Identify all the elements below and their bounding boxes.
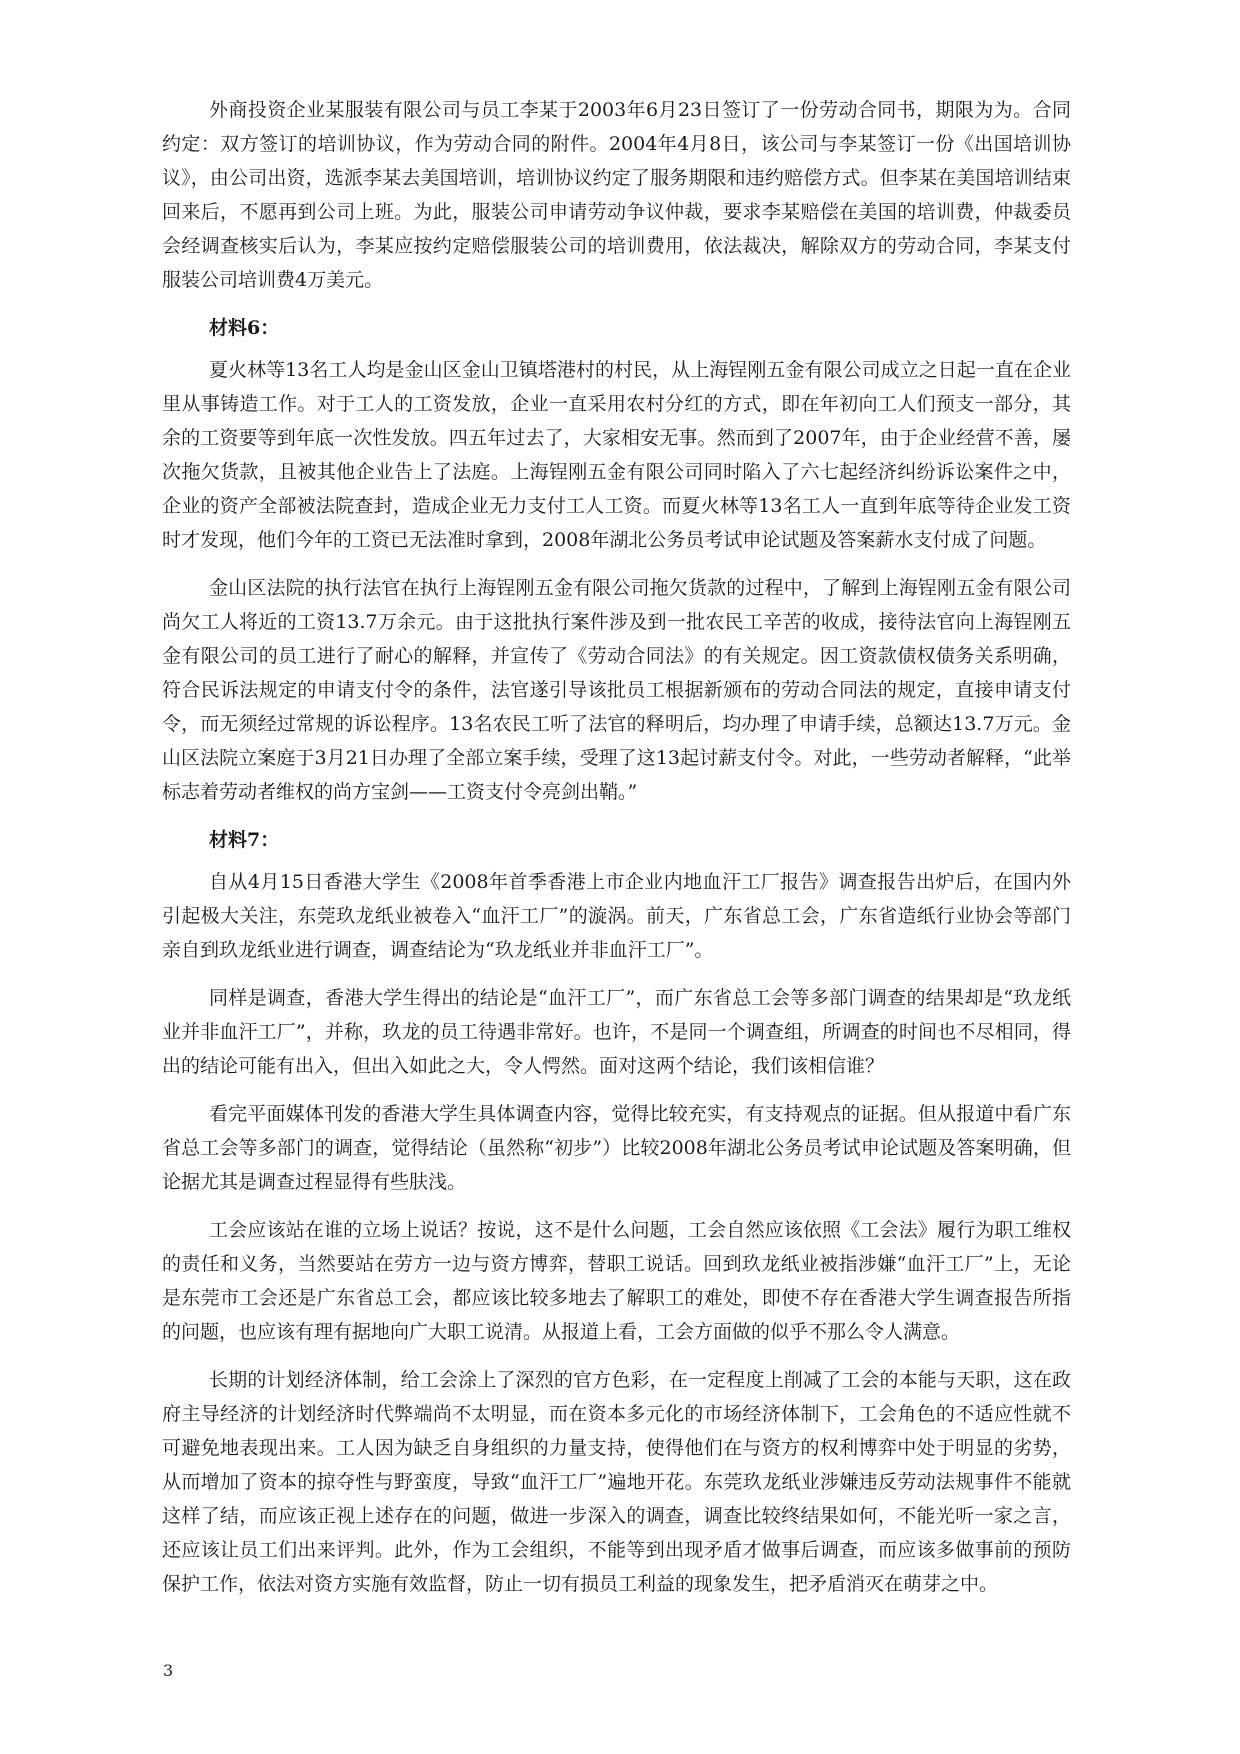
intro-paragraph: 外商投资企业某服装有限公司与员工李某于2003年6月23日签订了一份劳动合同书，期限为为。合同约定：双方签订的培训协议，作为劳动合同的附件。2004年4月8日，该公司与李某签订一份《出国培训协议》，由公司出资，选派李某去美国培训，培训协议约定了服务期限和违约赔偿方式。但李某在美国培训结束回来后，不愿再到公司上班。为此，服装公司申请劳动争议仲裁，要求李某赔偿在美国的培训费，仲裁委员会经调查核实后认为，李某应按约定赔偿服装公司的培训费用，依法裁决，解除双方的劳动合同，李某支付服装公司培训费4万美元。 [162,99,1071,291]
material-7-paragraph-2: 同样是调查，香港大学生得出的结论是“血汗工厂”，而广东省总工会等多部门调查的结果却是“玖龙纸业并非血汗工厂”，并称，玖龙的员工待遇非常好。也许，不是同一个调查组，所调查的时间也不尽相同，得出的结论可能有出入，但出入如此之大，令人愕然。面对这两个结论，我们该相信谁？ [162,987,1071,1077]
document-page [162,93,1071,1615]
material-7-paragraph-1: 自从4月15日香港大学生《2008年首季香港上市企业内地血汗工厂报告》调查报告出炉后，在国内外引起极大关注，东莞玖龙纸业被卷入“血汗工厂”的漩涡。前天，广东省总工会，广东省造纸行业协会等部门亲自到玖龙纸业进行调查，调查结论为“玖龙纸业并非血汗工厂”。 [162,871,1071,961]
page-number: 3 [163,1661,174,1680]
material-7-paragraph-4: 工会应该站在谁的立场上说话？按说，这不是什么问题，工会自然应该依照《工会法》履行为职工维权的责任和义务，当然要站在劳方一边与资方博弈，替职工说话。回到玖龙纸业被指涉嫌“血汗工厂”上，无论是东莞市工会还是广东省总工会，都应该比较多地去了解职工的难处，即使不存在香港大学生调查报告所指的问题，也应该有理有据地向广大职工说清。从报道上看，工会方面做的似乎不那么令人满意。 [162,1219,1071,1343]
material-7-heading: 材料7： [209,829,280,851]
material-7-paragraph-3: 看完平面媒体刊发的香港大学生具体调查内容，觉得比较充实，有支持观点的证据。但从报道中看广东省总工会等多部门的调查，觉得结论（虽然称“初步”）比较2008年湖北公务员考试申论试题及答案明确，但论据尤其是调查过程显得有些肤浅。 [162,1103,1071,1193]
material-6-paragraph-2: 金山区法院的执行法官在执行上海锃刚五金有限公司拖欠货款的过程中，了解到上海锃刚五金有限公司尚欠工人将近的工资13.7万余元。由于这批执行案件涉及到一批农民工辛苦的收成，接待法官向上海锃刚五金有限公司的员工进行了耐心的解释，并宣传了《劳动合同法》的有关规定。因工资款债权债务关系明确，符合民诉法规定的申请支付令的条件，法官遂引导该批员工根据新颁布的劳动合同法的规定，直接申请支付令，而无须经过常规的诉讼程序。13名农民工听了法官的释明后，均办理了申请手续，总额达13.7万元。金山区法院立案庭于3月21日办理了全部立案手续，受理了这13起讨薪支付令。对此，一些劳动者解释，“此举标志着劳动者维权的尚方宝剑——工资支付令亮剑出鞘。” [162,577,1071,803]
material-6-paragraph-1: 夏火林等13名工人均是金山区金山卫镇塔港村的村民，从上海锃刚五金有限公司成立之日起一直在企业里从事铸造工作。对于工人的工资发放，企业一直采用农村分红的方式，即在年初向工人们预支一部分，其余的工资要等到年底一次性发放。四五年过去了，大家相安无事。然而到了2007年，由于企业经营不善，屡次拖欠货款，且被其他企业告上了法庭。上海锃刚五金有限公司同时陷入了六七起经济纠纷诉讼案件之中，企业的资产全部被法院查封，造成企业无力支付工人工资。而夏火林等13名工人一直到年底等待企业发工资时才发现，他们今年的工资已无法准时拿到，2008年湖北公务员考试申论试题及答案薪水支付成了问题。 [162,359,1071,551]
material-6-heading: 材料6： [209,317,280,339]
material-7-paragraph-5: 长期的计划经济体制，给工会涂上了深烈的官方色彩，在一定程度上削减了工会的本能与天职，这在政府主导经济的计划经济时代弊端尚不太明显，而在资本多元化的市场经济体制下，工会角色的不适应性就不可避免地表现出来。工人因为缺乏自身组织的力量支持，使得他们在与资方的权利博弈中处于明显的劣势，从而增加了资本的掠夺性与野蛮度，导致“血汗工厂”遍地开花。东莞玖龙纸业涉嫌违反劳动法规事件不能就这样了结，而应该正视上述存在的问题，做进一步深入的调查，调查比较终结果如何，不能光听一家之言，还应该让员工们出来评判。此外，作为工会组织，不能等到出现矛盾才做事后调查，而应该多做事前的预防保护工作，依法对资方实施有效监督，防止一切有损员工利益的现象发生，把矛盾消灭在萌芽之中。 [162,1369,1071,1595]
